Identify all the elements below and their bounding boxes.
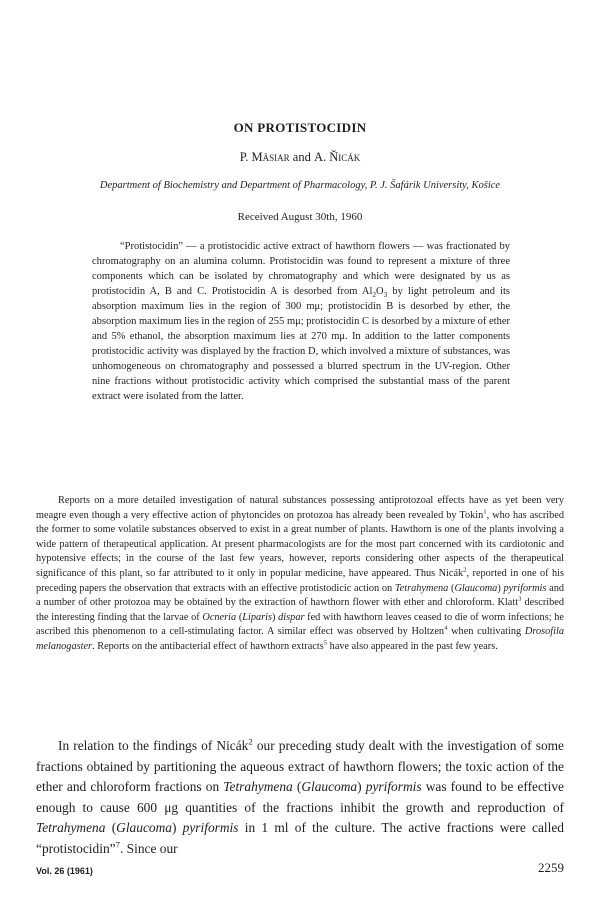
volume-info: Vol. 26 (1961) <box>36 866 93 876</box>
species-name: Glaucoma <box>116 820 172 835</box>
abstract-sub-2: 3 <box>383 290 388 300</box>
main-text: . Since our <box>119 840 178 856</box>
intro-text: . Reports on the antibacterial effect of hawthorn extracts <box>92 640 324 652</box>
citation-ref: 2 <box>248 736 253 747</box>
citation-ref: 5 <box>323 639 328 647</box>
abstract-text-3: by light petroleum and its absorption maximum lies in the region of 300 mμ; protistocidin B is desorbed by ether, the absorption maximum lies in the region of 255 mμ; protistocidin C is desorbed by a mixture of ether and 5% ethanol, the absorption maximum lies at 270 mμ. In addition to the latter components protistocidic activity was displayed by the fraction D, which involved a mixture of substances, was unhomogeneous on chromatography and possessed a blurred spectrum in the UV-region. Other nine fractions without protistocidic activity which comprised the substantial mass of the parent extract were isolated from the latter. <box>92 286 510 402</box>
intro-text: fed with hawthorn leaves ceased to die of worm infections; he ascribed this phenomenon to a cell-stimulating factor. A similar effect was observed by Holtzen <box>36 611 564 638</box>
received-date: Received August 30th, 1960 <box>237 211 363 223</box>
main-text: ) <box>171 820 183 835</box>
intro-text: Reports on a more detailed investigation of natural substances possessing antiprotozoal effects have as yet been very meagre even though a very effective action of phytoncides on protozoa has already been revealed by Tokin <box>36 495 564 521</box>
species-name: pyriformis <box>503 582 547 594</box>
species-name: Drosofila melanogaster <box>36 626 564 652</box>
intro-text: , who has ascribed the former to some volatile substances observed to exist in a great number of plants. Hawthorn is one of the plants involving a wide pattern of therapeutical application. At present pharmacologists are for the most part concerned with its cardiotonic and hypotensive effects; in the course of the last few years, however, reports considering other aspects of the therapeutical significance of this plant, so far attributed to it only in popular medicine, have appeared. Thus Nicák <box>36 509 565 579</box>
main-text: was found to be effective enough to cause 600 μg quantities of the fractions inhibit the growth and reproduction of <box>36 779 564 815</box>
affiliation: Department of Biochemistry and Department of Pharmacology, P. J. Šafárik University, Košice <box>99 180 501 191</box>
intro-text: ( <box>448 582 455 594</box>
abstract-text-2: O <box>376 286 384 297</box>
intro-text: ) <box>497 582 504 594</box>
citation-ref: 2 <box>463 566 467 574</box>
article-title: ON PROTISTOCIDIN <box>233 120 367 135</box>
species-name: Ocneria <box>202 611 237 623</box>
intro-text: , reported in one of his preceding papers the observation that extracts with an effective protistodicic action on <box>36 567 564 594</box>
species-name: pyriformis <box>365 779 422 794</box>
author-nicak: A. Ňicák <box>313 150 361 164</box>
main-text: our preceding study dealt with the investigation of some fractions obtained by partitioning the aqueous extract of hawthorn flowers; the toxic action of the ether and chloroform fractions on <box>36 738 564 794</box>
intro-text: and a number of other protozoa may be obtained by the extraction of hawthorn flower with ether and chloroform. Klatt <box>36 582 565 609</box>
citation-ref: 1 <box>483 508 487 516</box>
intro-text: described the interesting finding that the larvae of <box>36 597 564 623</box>
species-name: dispar <box>278 611 305 623</box>
main-text: ( <box>105 820 117 835</box>
author-conjunction: and <box>292 150 311 164</box>
intro-text: have also appeared in the past few years. <box>327 640 498 652</box>
citation-ref: 7 <box>115 839 120 850</box>
species-name: Liparis <box>242 611 273 623</box>
intro-text: when cultivating <box>447 626 525 638</box>
introduction-paragraph <box>36 494 564 655</box>
species-name: Glaucoma <box>301 779 358 794</box>
citation-ref: 4 <box>444 624 448 632</box>
species-name: Tetrahymena <box>36 820 106 835</box>
main-text: in 1 ml of the culture. The active fractions were called “protistocidin” <box>36 820 564 856</box>
author-line <box>0 150 600 165</box>
intro-text: ( <box>236 611 243 623</box>
intro-text: ) <box>272 611 279 623</box>
abstract <box>92 239 510 404</box>
main-text-paragraph <box>36 736 564 859</box>
page-number: 2259 <box>538 860 564 875</box>
abstract-text-1: “Protistocidin” — a protistocidic active extract of hawthorn flowers — was fractionated by chromatography on an alumina column. Protistocidin was found to represent a mixture of three components which can be isolated by chromatography and which were designated by us as protistocidin A, B and C. Protistocidin A is desorbed from Al <box>92 241 510 297</box>
main-text: In relation to the findings of Nicák <box>58 738 249 753</box>
abstract-sub-1: 2 <box>372 290 377 300</box>
species-name: pyriformis <box>182 820 239 835</box>
main-text: ( <box>292 779 302 794</box>
species-name: Glaucoma <box>454 582 498 594</box>
species-name: Tetrahymena <box>394 582 449 594</box>
author-masiar: P. Mäsiar <box>239 150 290 164</box>
main-text: ) <box>357 779 366 794</box>
species-name: Tetrahymena <box>223 779 293 794</box>
citation-ref: 3 <box>518 595 522 603</box>
